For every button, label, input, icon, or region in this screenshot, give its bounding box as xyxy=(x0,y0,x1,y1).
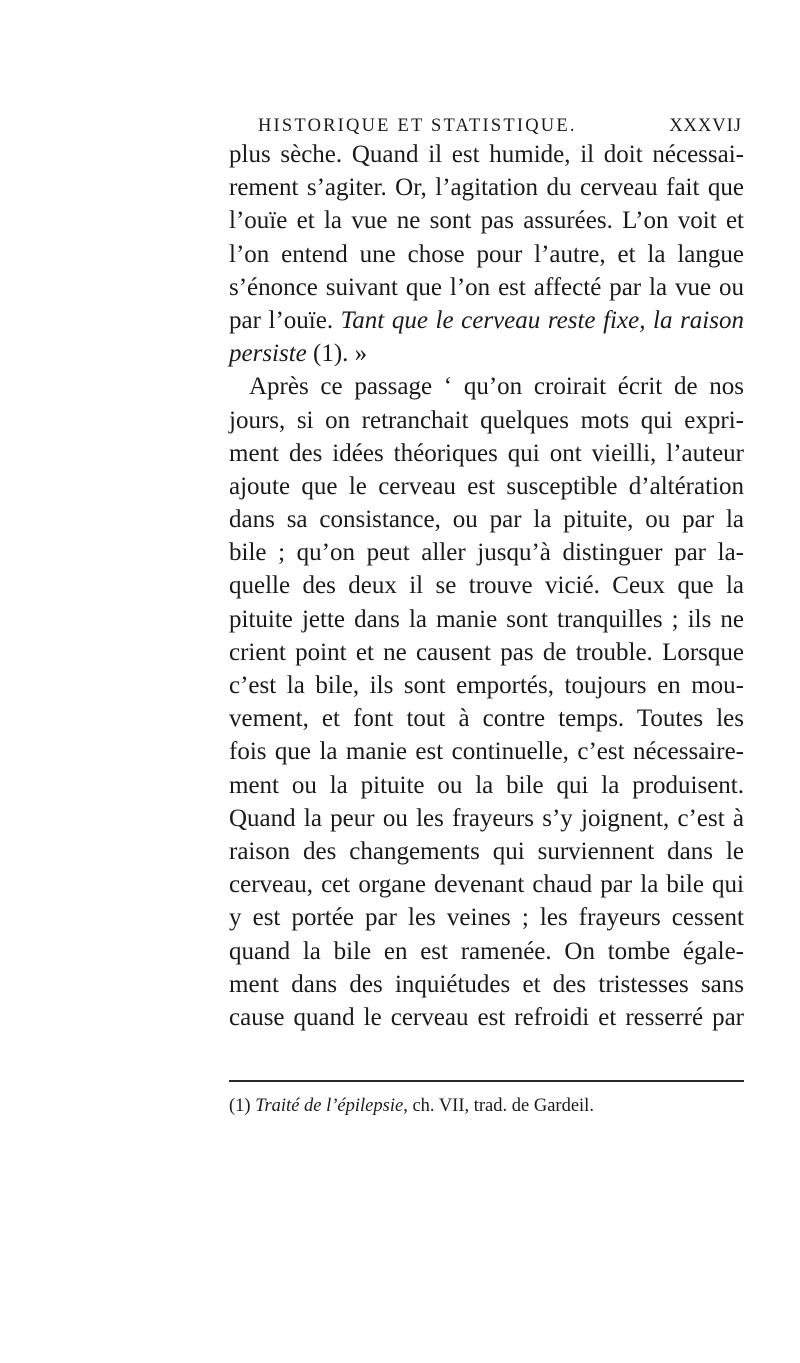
text-line xyxy=(229,603,744,636)
text-line xyxy=(229,204,744,237)
line-text: jours, si on retranchait quelques mots qui expri- xyxy=(229,406,744,434)
body-text xyxy=(229,138,744,1034)
line-text: ment ou la pituite ou la bile qui la produisent. xyxy=(229,771,744,799)
italic-quote: Tant que le cerveau reste fixe, la raison xyxy=(340,306,744,334)
footnote-rule xyxy=(229,1080,744,1082)
text-line xyxy=(229,868,744,901)
line-text: quand la bile en est ramenée. On tombe égale- xyxy=(229,937,744,965)
footnote-marker: (1) xyxy=(229,1096,251,1116)
footnote-reference: , ch. VII, trad. de Gardeil. xyxy=(403,1096,594,1116)
text-line xyxy=(229,370,744,403)
line-text: fois que la manie est continuelle, c’est nécessaire- xyxy=(229,738,744,766)
line-text: raison des changements qui surviennent dans le xyxy=(229,837,744,865)
line-text: Quand la peur ou les frayeurs s’y joignent, c’est à xyxy=(229,804,744,832)
line-text: ment dans des inquiétudes et des tristesses sans xyxy=(229,970,744,998)
footnote-title: Traité de l’épilepsie xyxy=(255,1096,404,1116)
line-text: (1). » xyxy=(306,340,368,368)
text-line xyxy=(229,337,744,370)
running-title: HISTORIQUE ET STATISTIQUE. xyxy=(258,116,577,136)
line-text: pituite jette dans la manie sont tranquilles ; ils ne xyxy=(229,605,744,633)
text-line xyxy=(229,404,744,437)
text-line xyxy=(229,437,744,470)
text-line xyxy=(229,769,744,802)
text-line xyxy=(229,1001,744,1034)
line-text: y est portée par les veines ; les frayeurs cessent xyxy=(229,904,744,932)
line-text: l’ouïe et la vue ne sont pas assurées. L’on voit et xyxy=(229,207,744,235)
text-line xyxy=(229,138,744,171)
page-number: XXXVIJ xyxy=(669,116,742,136)
line-text: vement, et font tout à contre temps. Toutes les xyxy=(229,705,744,733)
line-text: dans sa consistance, ou par la pituite, ou par la xyxy=(229,506,744,534)
line-text: quelle des deux il se trouve vicié. Ceux que la xyxy=(229,572,744,600)
text-line xyxy=(229,636,744,669)
italic-quote: persiste xyxy=(229,340,307,368)
line-text: c’est la bile, ils sont emportés, toujours en mou- xyxy=(229,672,744,699)
text-line xyxy=(229,669,744,702)
text-line xyxy=(229,935,744,968)
line-text: Après ce passage ‘ qu’on croirait écrit de nos xyxy=(249,373,744,401)
line-text: ment des idées théoriques qui ont vieilli, l’auteur xyxy=(229,439,744,467)
text-line xyxy=(229,968,744,1001)
footnote xyxy=(229,1094,744,1118)
text-line xyxy=(229,835,744,868)
text-line xyxy=(229,802,744,835)
line-text: par l’ouïe. xyxy=(229,306,334,334)
line-text: rement s’agiter. Or, l’agitation du cerveau fait que xyxy=(229,174,744,202)
text-line xyxy=(229,304,744,337)
line-text: ajoute que le cerveau est susceptible d’altération xyxy=(229,472,744,500)
text-line xyxy=(229,470,744,503)
text-line xyxy=(229,171,744,204)
line-text: cerveau, cet organe devenant chaud par la bile qui xyxy=(229,871,744,899)
line-text: bile ; qu’on peut aller jusqu’à distinguer par la- xyxy=(229,539,744,567)
text-line xyxy=(229,702,744,735)
text-line xyxy=(229,735,744,768)
text-line xyxy=(229,503,744,536)
text-line xyxy=(229,271,744,304)
line-text: cause quand le cerveau est refroidi et resserré par xyxy=(229,1003,744,1031)
text-line xyxy=(229,536,744,569)
line-text: s’énonce suivant que l’on est affecté par la vue ou xyxy=(229,273,744,301)
text-line xyxy=(229,901,744,934)
line-text: crient point et ne causent pas de trouble. Lorsque xyxy=(229,638,744,666)
line-text: l’on entend une chose pour l’autre, et la langue xyxy=(229,240,744,268)
text-line xyxy=(229,238,744,271)
text-line xyxy=(229,569,744,602)
line-text: plus sèche. Quand il est humide, il doit nécessai- xyxy=(229,141,744,168)
